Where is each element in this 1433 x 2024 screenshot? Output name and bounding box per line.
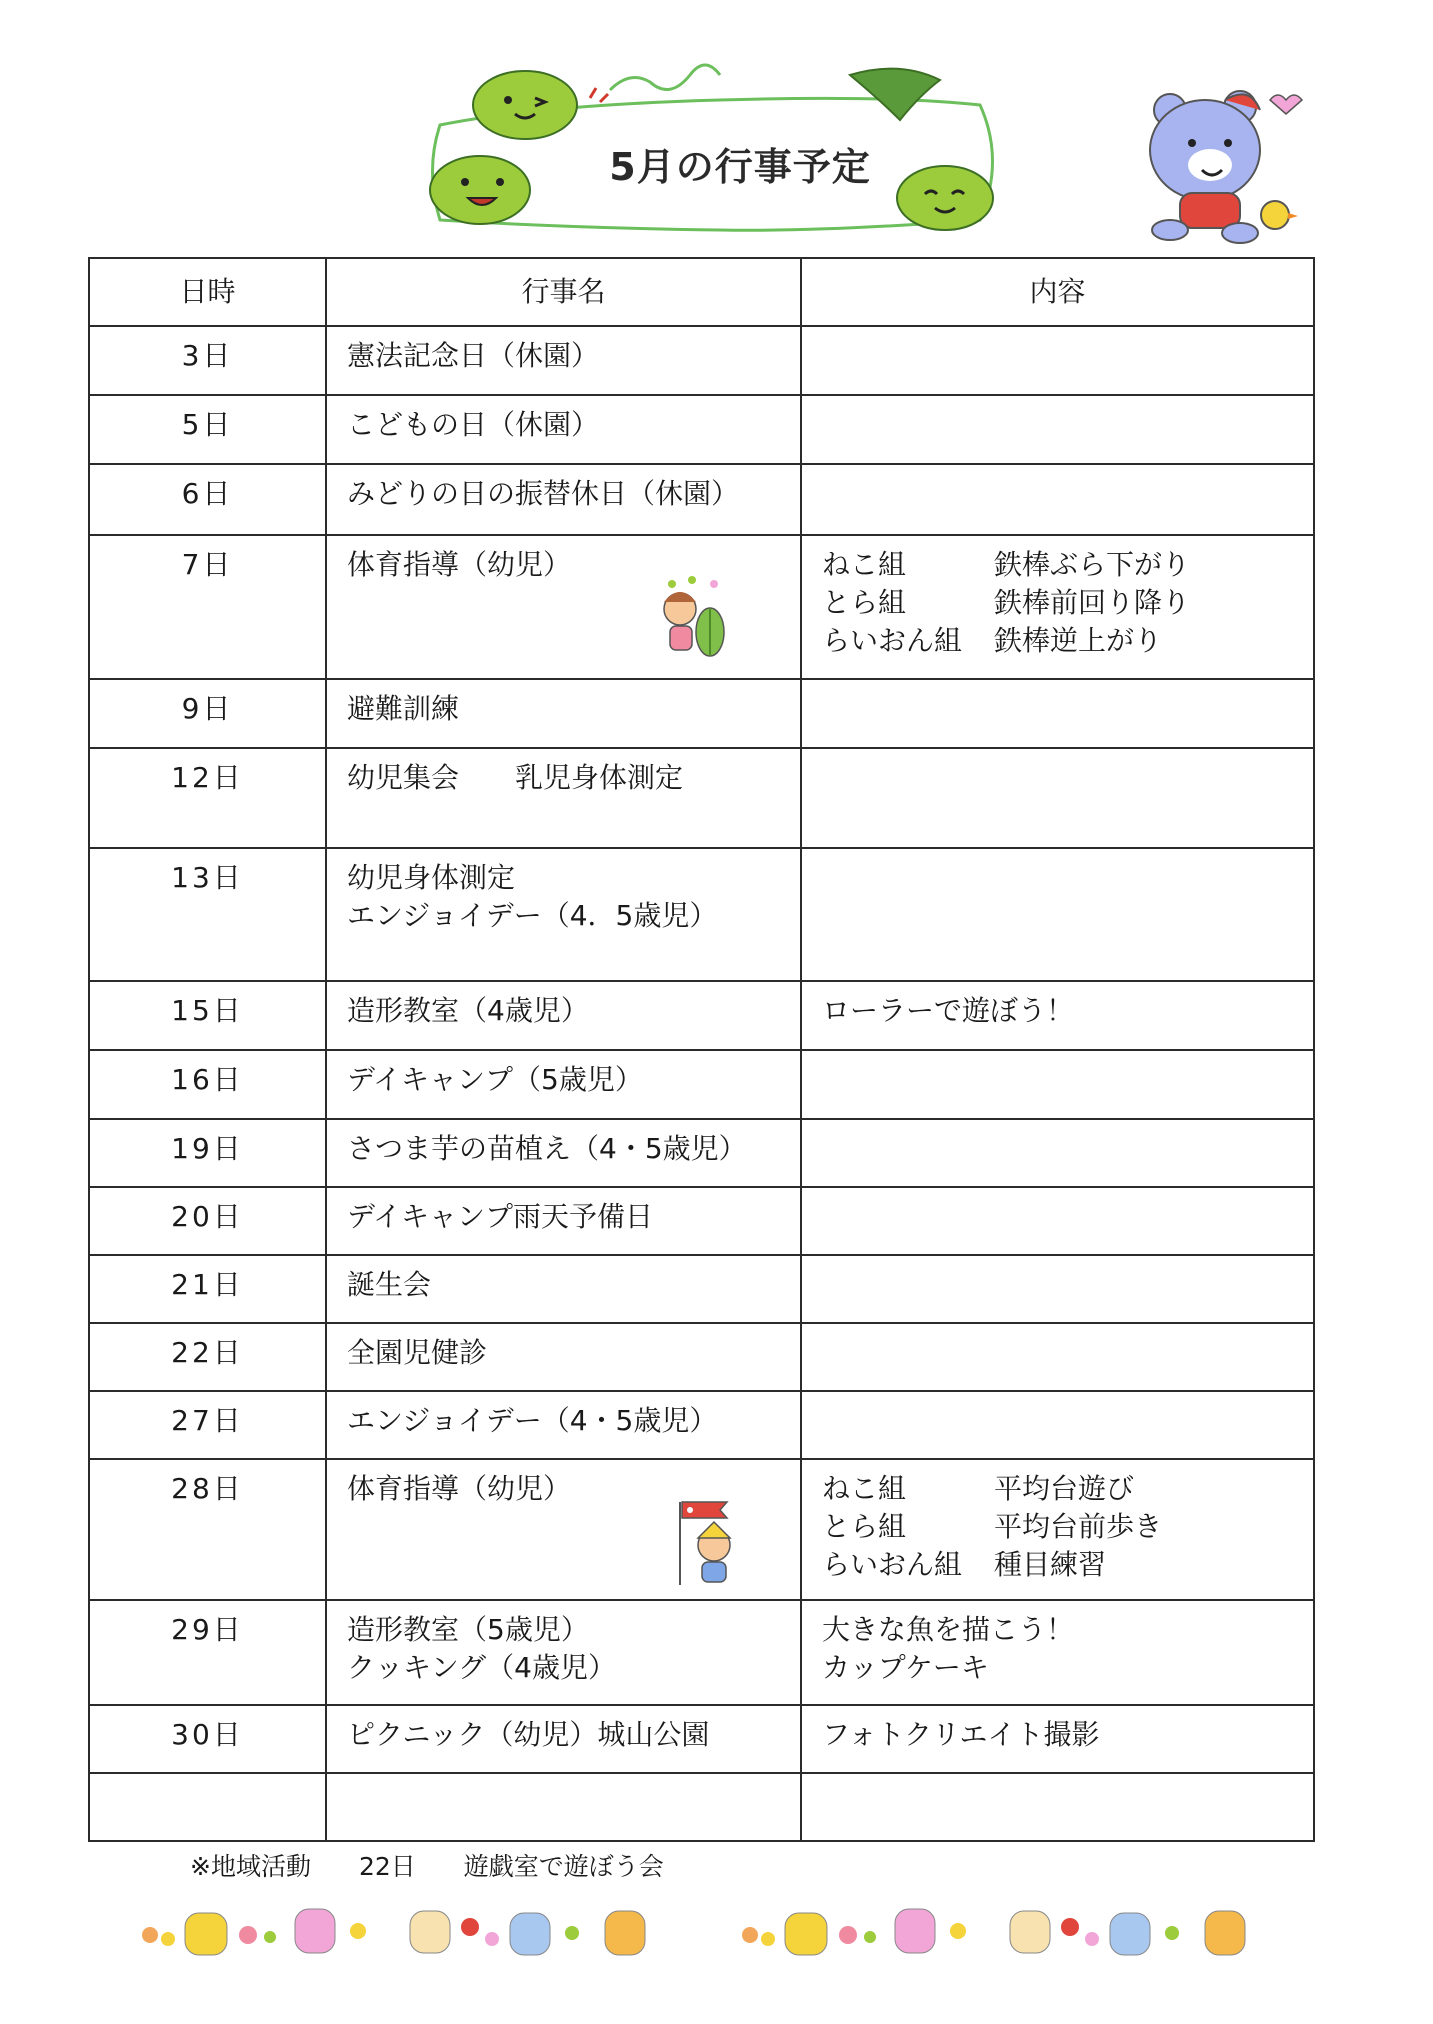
event-text: 幼児身体測定: [347, 861, 516, 894]
details-line: [822, 1546, 1293, 1584]
class-group-label: らいおん組: [822, 1548, 963, 1581]
event-cell: [326, 748, 801, 848]
date-cell: 20日: [89, 1187, 326, 1255]
table-row: [89, 848, 1314, 981]
event-text: 体育指導（幼児）: [347, 1472, 572, 1505]
event-cell: [326, 981, 801, 1050]
details-text: 種目練習: [994, 1548, 1107, 1581]
page-title: 5月の行事予定: [609, 145, 871, 189]
class-group-label: らいおん組: [822, 624, 963, 657]
pea-character-left: [430, 156, 530, 224]
event-cell: [326, 1705, 801, 1773]
animal-flower-border-illustration: [130, 1895, 1280, 1965]
details-cell: [801, 1323, 1314, 1391]
details-cell: [801, 1459, 1314, 1600]
event-text: さつま芋の苗植え（4・5歳児）: [347, 1132, 747, 1165]
class-group-label: とら組: [822, 1510, 907, 1543]
details-line: [822, 1470, 1293, 1508]
details-cell: [801, 395, 1314, 464]
details-line: [822, 584, 1293, 622]
note-date: 22日: [358, 1852, 416, 1881]
column-header-details: 内容: [801, 258, 1314, 326]
details-text: フォトクリエイト撮影: [822, 1718, 1100, 1751]
event-text: デイキャンプ雨天予備日: [347, 1200, 654, 1233]
event-cell: [326, 1119, 801, 1187]
event-cell: [326, 1600, 801, 1705]
table-row: [89, 981, 1314, 1050]
table-row: [89, 679, 1314, 748]
table-row: [89, 535, 1314, 679]
event-cell: [326, 1773, 801, 1841]
table-row: [89, 1459, 1314, 1600]
details-cell: [801, 748, 1314, 848]
event-cell: [326, 1391, 801, 1459]
girl-with-vegetable-icon: [652, 574, 732, 664]
details-cell: [801, 1600, 1314, 1705]
event-text: 全園児健診: [347, 1336, 488, 1369]
schedule-table: [88, 257, 1315, 1842]
details-text: 平均台前歩き: [994, 1510, 1163, 1543]
table-row: [89, 1391, 1314, 1459]
event-text: ピクニック（幼児）城山公園: [347, 1718, 710, 1751]
date-cell: 30日: [89, 1705, 326, 1773]
table-row: [89, 1705, 1314, 1773]
date-cell: 9日: [89, 679, 326, 748]
class-group-label: ねこ組: [822, 548, 907, 581]
event-cell: [326, 848, 801, 981]
details-text: 平均台遊び: [994, 1472, 1135, 1505]
date-cell: 7日: [89, 535, 326, 679]
title-banner: [420, 50, 1020, 250]
details-cell: [801, 464, 1314, 535]
date-cell: 29日: [89, 1600, 326, 1705]
table-row: [89, 1600, 1314, 1705]
date-cell: 13日: [89, 848, 326, 981]
date-cell: 27日: [89, 1391, 326, 1459]
event-cell: [326, 679, 801, 748]
boy-with-koinobori-icon: [672, 1490, 752, 1590]
event-text: 憲法記念日（休園）: [347, 339, 600, 372]
bear-character-icon: [1140, 85, 1325, 245]
details-cell: [801, 981, 1314, 1050]
details-cell: [801, 1255, 1314, 1323]
details-cell: [801, 1391, 1314, 1459]
table-row: [89, 1119, 1314, 1187]
date-cell: 15日: [89, 981, 326, 1050]
event-cell: [326, 395, 801, 464]
table-row: [89, 1187, 1314, 1255]
details-cell: [801, 1119, 1314, 1187]
table-row: [89, 748, 1314, 848]
event-text: 避難訓練: [347, 692, 460, 725]
event-text: デイキャンプ（5歳児）: [347, 1063, 643, 1096]
community-activity-note: [190, 1847, 712, 1883]
event-cell: [326, 1323, 801, 1391]
event-text: 造形教室（5歳児）: [347, 1613, 589, 1646]
event-text: 幼児集会 乳児身体測定: [347, 761, 684, 794]
event-text: 体育指導（幼児）: [347, 548, 572, 581]
table-header-row: [89, 258, 1314, 326]
date-cell: 3日: [89, 326, 326, 395]
details-cell: [801, 1705, 1314, 1773]
details-text: 鉄棒前回り降り: [994, 586, 1191, 619]
date-cell: 19日: [89, 1119, 326, 1187]
column-header-event: 行事名: [326, 258, 801, 326]
details-text: 大きな魚を描こう！: [822, 1613, 1075, 1646]
pea-character-top: [473, 71, 577, 139]
event-cell: [326, 1187, 801, 1255]
event-text: クッキング（4歳児）: [347, 1651, 616, 1684]
column-header-date: 日時: [89, 258, 326, 326]
details-text: ローラーで遊ぼう！: [822, 994, 1075, 1027]
details-cell: [801, 1187, 1314, 1255]
details-text: 鉄棒逆上がり: [994, 624, 1163, 657]
date-cell: 12日: [89, 748, 326, 848]
details-cell: [801, 1773, 1314, 1841]
note-text: 遊戯室で遊ぼう会: [463, 1852, 664, 1881]
event-cell: [326, 326, 801, 395]
date-cell: 28日: [89, 1459, 326, 1600]
event-cell: [326, 464, 801, 535]
table-row-empty: [89, 1773, 1314, 1841]
event-cell: [326, 1459, 801, 1600]
details-cell: [801, 848, 1314, 981]
table-row: [89, 1255, 1314, 1323]
date-cell: 6日: [89, 464, 326, 535]
date-cell: 5日: [89, 395, 326, 464]
event-text: みどりの日の振替休日（休園）: [347, 477, 740, 510]
details-line: [822, 622, 1293, 660]
details-line: [822, 546, 1293, 584]
date-cell: 22日: [89, 1323, 326, 1391]
details-cell: [801, 1050, 1314, 1119]
event-text: エンジョイデー（4・5歳児）: [347, 1404, 718, 1437]
event-text: 造形教室（4歳児）: [347, 994, 589, 1027]
class-group-label: ねこ組: [822, 1472, 907, 1505]
event-text: 誕生会: [347, 1268, 432, 1301]
details-text: 鉄棒ぶら下がり: [994, 548, 1191, 581]
table-row: [89, 1323, 1314, 1391]
details-line: [822, 1508, 1293, 1546]
table-row: [89, 395, 1314, 464]
date-cell: 16日: [89, 1050, 326, 1119]
details-cell: [801, 326, 1314, 395]
event-cell: [326, 535, 801, 679]
date-cell: [89, 1773, 326, 1841]
class-group-label: とら組: [822, 586, 907, 619]
event-cell: [326, 1255, 801, 1323]
event-cell: [326, 1050, 801, 1119]
table-row: [89, 326, 1314, 395]
table-row: [89, 464, 1314, 535]
details-cell: [801, 679, 1314, 748]
event-text: エンジョイデー（4．5歳児）: [347, 899, 718, 932]
pea-character-right: [897, 166, 993, 230]
note-label: ※地域活動: [190, 1852, 311, 1881]
event-text: こどもの日（休園）: [347, 408, 600, 441]
date-cell: 21日: [89, 1255, 326, 1323]
details-cell: [801, 535, 1314, 679]
details-text: カップケーキ: [822, 1651, 989, 1684]
table-row: [89, 1050, 1314, 1119]
